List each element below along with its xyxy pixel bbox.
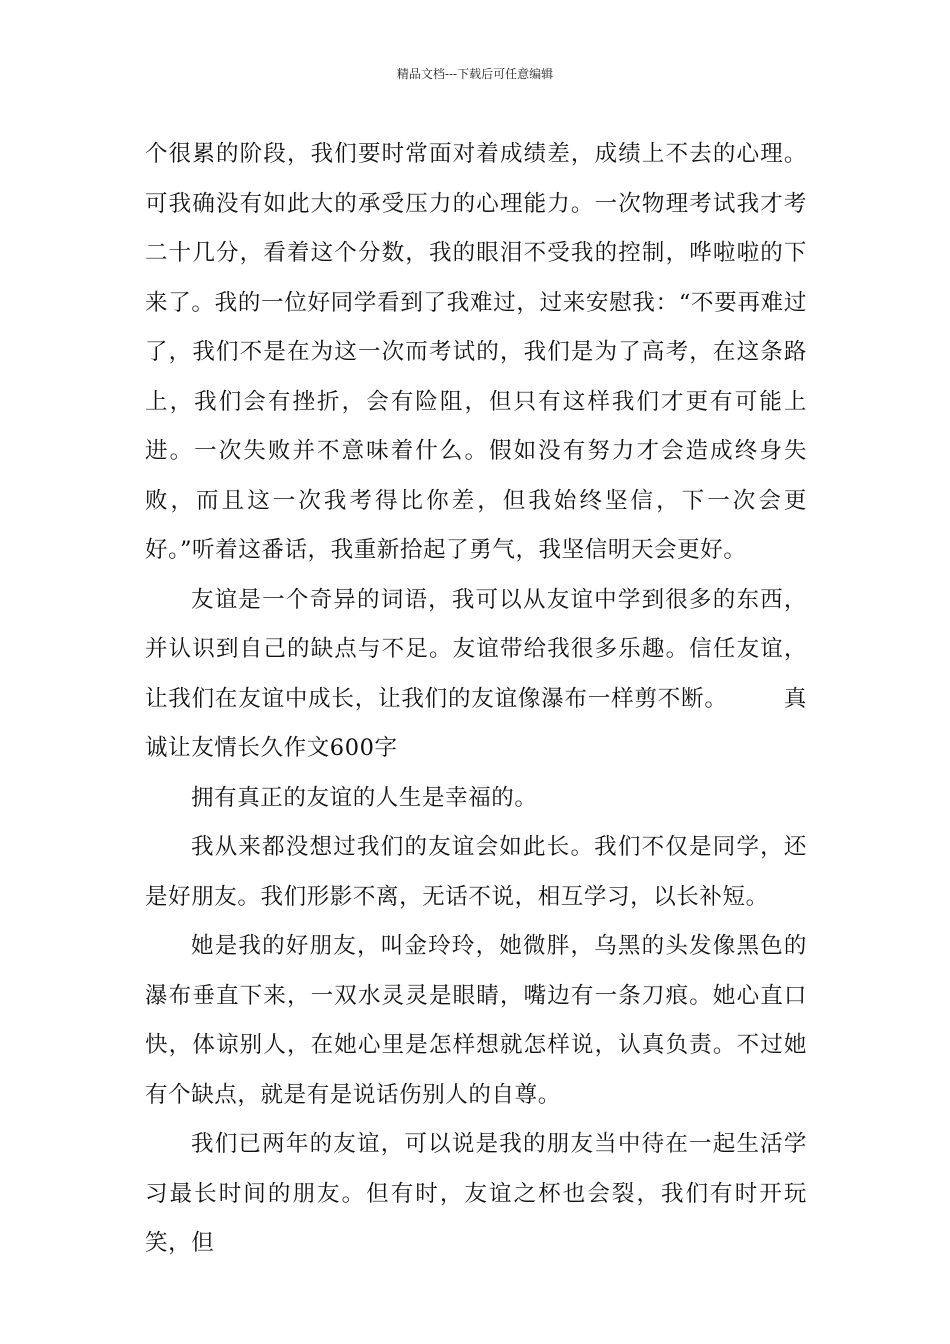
document-body xyxy=(145,130,807,1269)
paragraph-6: 我们已两年的友谊，可以说是我的朋友当中待在一起生活学习最长时间的朋友。但有时，友谊之杯也会裂，我们有时开玩笑，但 xyxy=(145,1131,807,1256)
paragraph-2-text: 友谊是一个奇异的词语，我可以从友谊中学到很多的东西，并认识到自己的缺点与不足。友谊带给我很多乐趣。信任友谊，让我们在友谊中成长，让我们的友谊像瀑布一样剪不断。 xyxy=(145,586,807,712)
paragraph-2 xyxy=(145,576,807,774)
paragraph-5: 她是我的好朋友，叫金玲玲，她微胖，乌黑的头发像黑色的瀑布垂直下来，一双水灵灵是眼睛，嘴边有一条刀痕。她心直口快，体谅别人，在她心里是怎样想就怎样说，认真负责。不过她有个缺点，就是有是说话伤别人的自尊。 xyxy=(145,933,807,1108)
page-header: 精品文档---下载后可任意编辑 xyxy=(396,67,554,81)
essay-title: 真诚让友情长久作文600字 xyxy=(145,685,807,761)
paragraph-4: 我从来都没想过我们的友谊会如此长。我们不仅是同学，还是好朋友。我们形影不离，无话不说，相互学习，以长补短。 xyxy=(145,834,807,910)
paragraph-3: 拥有真正的友谊的人生是幸福的。 xyxy=(191,784,538,811)
paragraph-1: 个很累的阶段，我们要时常面对着成绩差，成绩上不去的心理。可我确没有如此大的承受压力的心理能力。一次物理考试我才考二十几分，看着这个分数，我的眼泪不受我的控制，哗啦啦的下来了。我的一位好同学看到了我难过，过来安慰我：“不要再难过了，我们不是在为这一次而考试的，我们是为了高考，在这条路上，我们会有挫折，会有险阻，但只有这样我们才更有可能上进。一次失败并不意味着什么。假如没有努力才会造成终身失败，而且这一次我考得比你差，但我始终坚信，下一次会更好。”听着这番话，我重新拾起了勇气，我坚信明天会更好。 xyxy=(145,141,807,563)
